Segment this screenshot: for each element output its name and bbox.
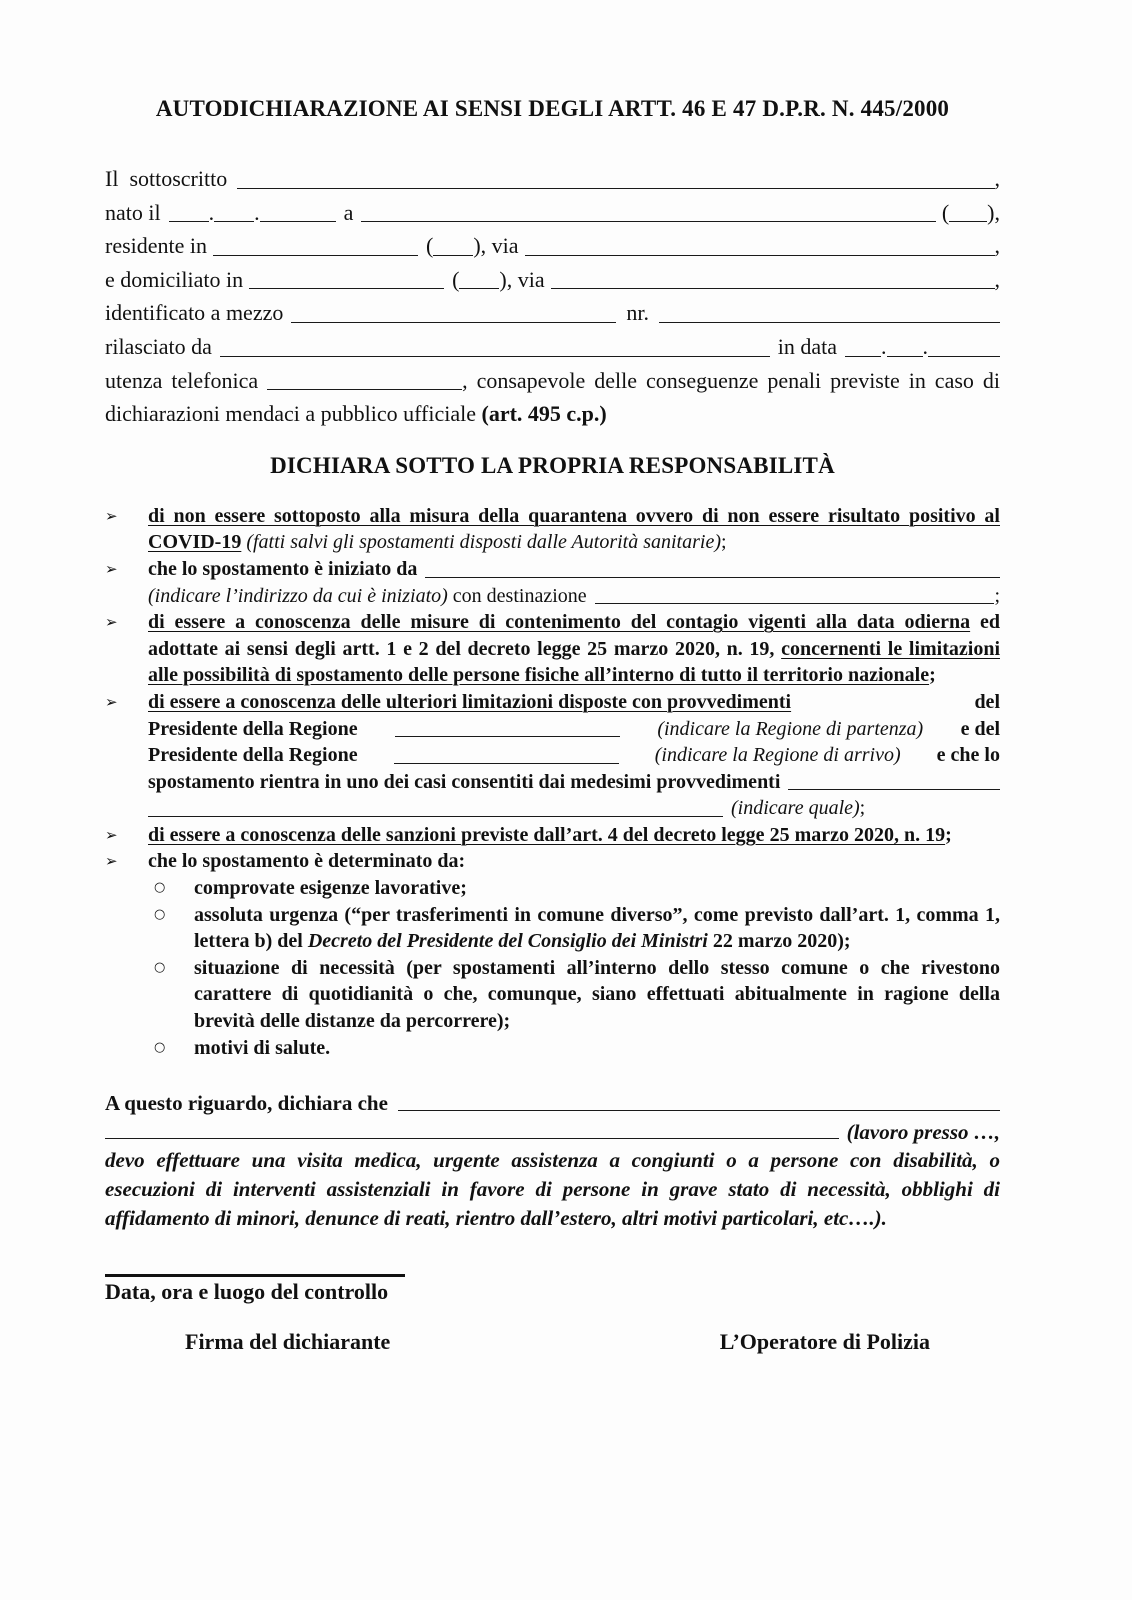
field-line-rilasciato [105,330,1000,364]
circle-bullet-icon: ○ [154,959,166,975]
punct: . [208,199,215,225]
fatti-salvi-note: (fatti salvi gli spostamenti disposti dalle Autorità sanitarie) [246,531,721,554]
e-che-lo-text: e che lo [936,744,1000,767]
dichiara-che-label: A questo riguardo, dichiara che [105,1091,388,1116]
list-item-quarantena [105,503,1000,556]
necessita-text: situazione di necessità (per spostamenti all’interno dello stesso comune o che rivestono carattere di quotidianità o che, comunque, siano effettuati abitualmente in ragione della brevità delle distanze da percorrere); [194,956,1000,1033]
blank-anno [260,221,336,222]
urgenza-text-1: assoluta urgenza (“per trasferimenti in comune diverso”, come previsto dall’art. 1, comma 1, lettera b) del [194,903,1000,953]
del-text: del [974,690,1000,713]
blank-dichiarazione-1 [398,1110,1000,1111]
arrow-bullet-icon: ➢ [105,692,118,711]
police-officer-label: L’Operatore di Polizia [719,1329,930,1355]
dichiara-che-line [105,1089,1000,1118]
blank-comune-residenza [213,255,418,256]
blank-luogo-nascita [361,221,935,222]
punct: ; [994,584,1000,607]
punct: ( [426,233,434,259]
blank-giorno [169,221,209,222]
circle-bullet-icon: ○ [154,1039,166,1055]
label-rilasciato: rilasciato da [105,333,212,359]
label-nato-il: nato il [105,199,161,225]
casi-consentiti-text: spostamento rientra in uno dei casi consentiti dai medesimi provvedimenti [148,770,781,793]
dpcm-title: Decreto del Presidente del Consiglio dei Ministri [307,930,708,953]
list-item-determinato [105,848,1000,875]
field-line-sottoscritto [105,162,1000,196]
list-item-spostamento-iniziato [105,556,1000,609]
intro-section [105,162,1000,431]
footer-section [105,1274,1000,1355]
blank-mese-rilascio [887,356,923,357]
destinazione-label: con destinazione [447,584,587,607]
declarant-signature-label: Firma del dichiarante [185,1329,391,1355]
declaration-list [105,503,1000,1061]
regione-partenza-note: (indicare la Regione di partenza) [657,717,924,740]
punct: , [994,266,1000,292]
arrow-bullet-icon: ➢ [105,825,118,844]
label-nr: nr. [626,300,649,326]
blank-regione-partenza [395,736,620,737]
blank-sottoscritto [237,188,994,189]
consapevole-text: , consapevole delle conseguenze penali previste in caso di dichiarazioni mendaci a pubblico ufficiale [105,367,1000,427]
blank-regione-arrivo [394,763,619,764]
field-line-utenza [105,364,1000,431]
spostamento-iniziato-label: che lo spostamento è iniziato da [148,557,418,580]
punct: . [254,199,260,225]
quarantena-text: di non essere sottoposto alla misura della quarantena ovvero di non essere risultato positivo al COVID-19 [148,504,1000,554]
blank-caso-consentito [788,789,1000,790]
control-label: Data, ora e luogo del controllo [105,1279,389,1305]
circle-bullet-icon: ○ [154,880,166,896]
sub-item-salute [148,1035,1000,1062]
field-line-nato [105,196,1000,230]
punct: ; [929,664,936,687]
misure-text-3: concernenti le limitazioni alle possibilità di spostamento delle persone fisiche all’interno di tutto il territorio nazionale [148,637,1000,687]
field-line-residente [105,229,1000,263]
label-a: a [343,199,354,225]
lavorative-text: comprovate esigenze lavorative; [194,877,467,900]
label-via: ), via [473,233,519,259]
label-in-data: in data [777,333,837,359]
blank-via-residenza [525,255,995,256]
determinato-label: che lo spostamento è determinato da: [148,850,466,873]
sub-item-urgenza [148,902,1000,955]
presidente-regione-label: Presidente della Regione [148,744,358,767]
art-495-ref: (art. 495 c.p.) [481,401,607,427]
label-sottoscritto: Il sottoscritto [105,166,228,191]
blank-mese [214,221,254,222]
dichiara-che-line-2 [105,1118,1000,1147]
arrow-bullet-icon: ➢ [105,613,118,632]
punct: . [922,333,928,359]
blank-indirizzo-inizio [425,577,1000,578]
presidente-regione-label: Presidente della Regione [148,717,358,740]
punct: ; [859,797,866,820]
blank-dichiarazione-2 [105,1138,839,1139]
blank-documento [291,322,616,323]
lavoro-presso-note: (lavoro presso …, [846,1119,1000,1144]
blank-giorno-rilascio [845,356,881,357]
label-identificato: identificato a mezzo [105,300,284,326]
section-heading: DICHIARA SOTTO LA PROPRIA RESPONSABILITÀ [270,452,835,478]
blank-via-domicilio [551,288,995,289]
blank-provincia-domicilio [459,288,499,289]
punct: ( [941,199,950,225]
list-item-sanzioni [105,822,1000,849]
label-domiciliato: e domiciliato in [105,266,244,292]
misure-text-2: ed adottate ai sensi degli artt. 1 e 2 del decreto legge 25 marzo 2020, n. 19, [148,611,1001,660]
label-via: ), via [499,266,545,292]
e-del-text: e del [960,717,1000,740]
list-item-misure-contenimento [105,609,1000,689]
blank-destinazione [595,603,995,604]
field-line-identificato [105,296,1000,330]
blank-provincia-nascita [949,221,987,222]
blank-ente-rilascio [220,356,770,357]
label-residente: residente in [105,233,208,259]
arrow-bullet-icon: ➢ [105,506,118,525]
sanzioni-text: di essere a conoscenza delle sanzioni previste dall’art. 4 del decreto legge 25 marzo 2020, n. 19 [148,823,946,846]
page-title: AUTODICHIARAZIONE AI SENSI DEGLI ARTT. 46 E 47 D.P.R. N. 445/2000 [155,96,950,121]
circle-bullet-icon: ○ [154,906,166,922]
regione-arrivo-note: (indicare la Regione di arrivo) [654,744,901,767]
list-item-ulteriori-limitazioni [105,689,1000,822]
punct: ( [452,266,460,292]
punct: ), [987,199,1000,225]
blank-comune-domicilio [249,288,444,289]
label-utenza: utenza telefonica [105,367,259,393]
indicare-indirizzo-note: (indicare l’indirizzo da cui è iniziato) [148,584,448,607]
salute-text: motivi di salute. [194,1036,331,1059]
blank-telefono [267,387,462,390]
urgenza-text-2: 22 marzo 2020); [712,930,851,953]
misure-text-1: di essere a conoscenza delle misure di contenimento del contagio vigenti alla data odierna [148,611,971,634]
limitazioni-text: di essere a conoscenza delle ulteriori limitazioni disposte con provvedimenti [148,690,792,713]
blank-provincia-residenza [433,255,473,256]
sub-item-necessita [148,955,1000,1035]
sub-item-lavorative [148,875,1000,902]
blank-caso-consentito-2 [148,816,723,817]
arrow-bullet-icon: ➢ [105,559,118,578]
punct: . [881,333,887,359]
arrow-bullet-icon: ➢ [105,852,118,871]
punct: ; [720,531,727,554]
closing-section [105,1089,1000,1232]
punct: ; [945,823,952,846]
motivi-esempi-text: devo effettuare una visita medica, urgente assistenza a congiunti o a persone con disabilità, o esecuzioni di interventi assistenziali in favore di persone in grave stato di necessità, obblighi di affidamento di minori, denunce di reati, rientro dall’estero, altri motivi particolari, etc….). [105,1148,1000,1230]
signature-row [105,1307,1000,1355]
blank-anno-rilascio [928,356,1000,357]
blank-numero-documento [659,322,1000,323]
field-line-domiciliato [105,263,1000,297]
punct: , [994,166,1000,191]
indicare-quale-note: (indicare quale) [731,797,860,820]
punct: , [994,233,1000,259]
